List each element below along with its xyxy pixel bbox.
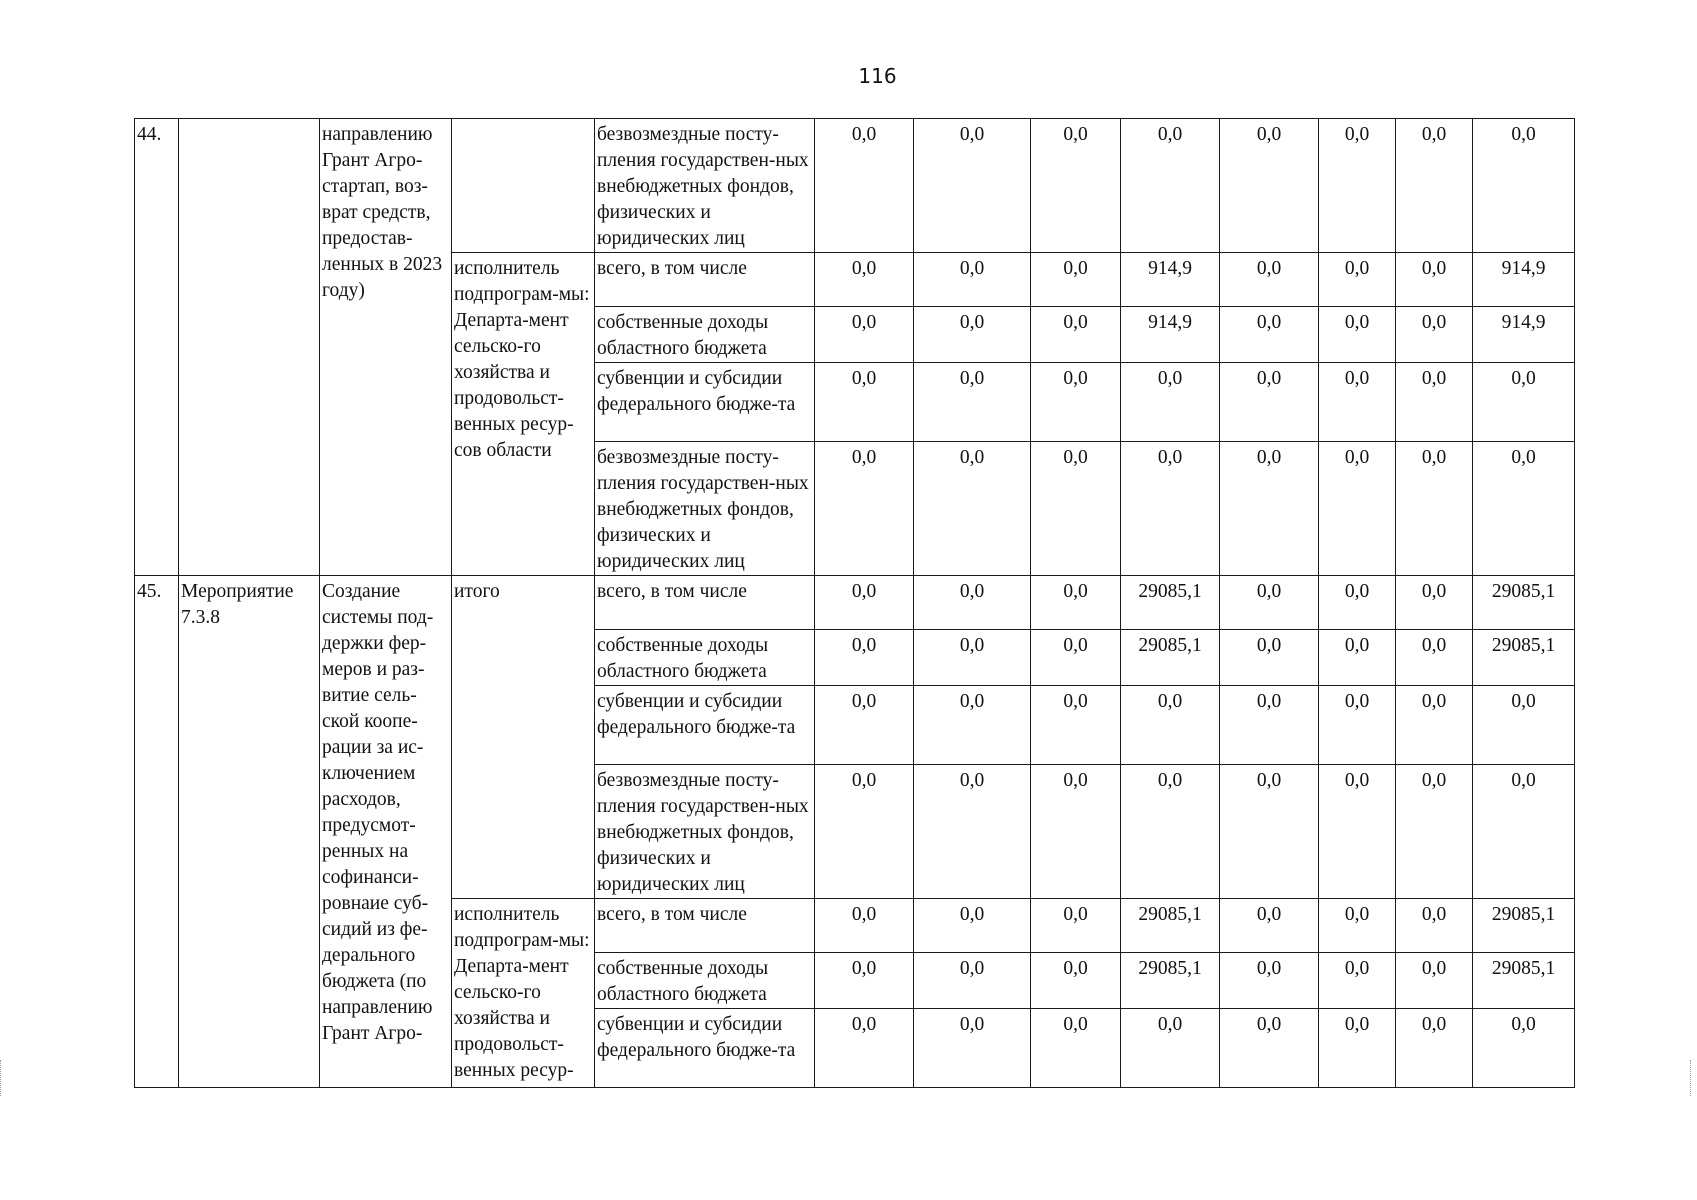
value-cell: 0,0 — [1396, 953, 1473, 1009]
value-cell: 0,0 — [815, 307, 914, 363]
value-cell: 29085,1 — [1473, 576, 1575, 630]
value-cell: 0,0 — [1220, 953, 1319, 1009]
value-cell: 0,0 — [1031, 899, 1121, 953]
value-cell: 0,0 — [1220, 686, 1319, 765]
value-cell: 0,0 — [1319, 363, 1396, 442]
funding-source-cell: субвенции и субсидии федерального бюдже-та — [595, 686, 815, 765]
row-number-cell: 44. — [135, 119, 179, 576]
value-cell: 0,0 — [1031, 765, 1121, 899]
table-row — [135, 119, 1575, 253]
value-cell: 0,0 — [1319, 765, 1396, 899]
value-cell: 29085,1 — [1473, 953, 1575, 1009]
value-cell: 0,0 — [914, 253, 1031, 307]
value-cell: 0,0 — [1031, 953, 1121, 1009]
value-cell: 0,0 — [1220, 119, 1319, 253]
value-cell: 914,9 — [1473, 253, 1575, 307]
value-cell: 0,0 — [1396, 630, 1473, 686]
value-cell: 0,0 — [1031, 442, 1121, 576]
value-cell: 29085,1 — [1121, 899, 1220, 953]
value-cell: 0,0 — [815, 253, 914, 307]
value-cell: 0,0 — [1319, 953, 1396, 1009]
value-cell: 0,0 — [914, 1009, 1031, 1088]
value-cell: 0,0 — [1031, 630, 1121, 686]
funding-source-cell: безвозмездные посту-пления государствен-ных внебюджетных фондов, физических и юридических лиц — [595, 119, 815, 253]
value-cell: 0,0 — [914, 630, 1031, 686]
value-cell: 0,0 — [815, 765, 914, 899]
value-cell: 0,0 — [1220, 576, 1319, 630]
executor-cell: итого — [452, 576, 595, 899]
value-cell: 0,0 — [1396, 686, 1473, 765]
value-cell: 0,0 — [1473, 765, 1575, 899]
value-cell: 0,0 — [1396, 765, 1473, 899]
value-cell: 0,0 — [815, 899, 914, 953]
event-name-cell: направлению Грант Агро-стартап, воз-врат средств, предостав-ленных в 2023 году) — [320, 119, 452, 576]
value-cell: 0,0 — [1473, 1009, 1575, 1088]
funding-source-cell: собственные доходы областного бюджета — [595, 953, 815, 1009]
value-cell: 0,0 — [1319, 253, 1396, 307]
value-cell: 0,0 — [1319, 307, 1396, 363]
value-cell: 0,0 — [914, 119, 1031, 253]
value-cell: 0,0 — [1031, 307, 1121, 363]
value-cell: 0,0 — [1319, 1009, 1396, 1088]
value-cell: 29085,1 — [1473, 899, 1575, 953]
value-cell: 0,0 — [1319, 119, 1396, 253]
value-cell: 0,0 — [815, 953, 914, 1009]
value-cell: 0,0 — [1396, 1009, 1473, 1088]
funding-source-cell: собственные доходы областного бюджета — [595, 307, 815, 363]
value-cell: 0,0 — [1396, 363, 1473, 442]
value-cell: 0,0 — [1220, 630, 1319, 686]
executor-cell: исполнитель подпрограм-мы: Департа-мент сельско-го хозяйства и продовольст-венных ресур- — [452, 899, 595, 1088]
value-cell: 0,0 — [1396, 576, 1473, 630]
value-cell: 0,0 — [1031, 363, 1121, 442]
value-cell: 0,0 — [1220, 253, 1319, 307]
value-cell: 0,0 — [1220, 765, 1319, 899]
value-cell: 0,0 — [1319, 576, 1396, 630]
value-cell: 0,0 — [815, 576, 914, 630]
value-cell: 0,0 — [914, 953, 1031, 1009]
table-row — [135, 576, 1575, 630]
value-cell: 0,0 — [1220, 899, 1319, 953]
value-cell: 914,9 — [1473, 307, 1575, 363]
value-cell: 0,0 — [1473, 442, 1575, 576]
value-cell: 0,0 — [1121, 442, 1220, 576]
value-cell: 0,0 — [1473, 119, 1575, 253]
value-cell: 0,0 — [1319, 899, 1396, 953]
value-cell: 0,0 — [1396, 307, 1473, 363]
value-cell: 0,0 — [1319, 686, 1396, 765]
budget-table — [134, 118, 1575, 1088]
value-cell: 0,0 — [914, 765, 1031, 899]
value-cell: 0,0 — [815, 1009, 914, 1088]
value-cell: 0,0 — [1220, 1009, 1319, 1088]
value-cell: 0,0 — [1396, 119, 1473, 253]
value-cell: 0,0 — [815, 363, 914, 442]
value-cell: 29085,1 — [1121, 953, 1220, 1009]
value-cell: 0,0 — [815, 630, 914, 686]
value-cell: 29085,1 — [1121, 576, 1220, 630]
value-cell: 0,0 — [1319, 442, 1396, 576]
funding-source-cell: безвозмездные посту-пления государствен-ных внебюджетных фондов, физических и юридических лиц — [595, 442, 815, 576]
value-cell: 0,0 — [815, 119, 914, 253]
funding-source-cell: всего, в том числе — [595, 253, 815, 307]
scan-edge-mark-right — [1690, 1060, 1697, 1096]
funding-source-cell: собственные доходы областного бюджета — [595, 630, 815, 686]
value-cell: 0,0 — [815, 442, 914, 576]
funding-source-cell: безвозмездные посту-пления государствен-ных внебюджетных фондов, физических и юридических лиц — [595, 765, 815, 899]
event-cell — [179, 119, 320, 576]
value-cell: 0,0 — [1031, 1009, 1121, 1088]
value-cell: 0,0 — [1396, 899, 1473, 953]
value-cell: 0,0 — [815, 686, 914, 765]
value-cell: 0,0 — [1220, 363, 1319, 442]
executor-cell: исполнитель подпрограм-мы: Департа-мент сельско-го хозяйства и продовольст-венных ресур-сов области — [452, 253, 595, 576]
value-cell: 0,0 — [1031, 253, 1121, 307]
event-cell: Мероприятие 7.3.8 — [179, 576, 320, 1088]
row-number-cell: 45. — [135, 576, 179, 1088]
value-cell: 0,0 — [1121, 686, 1220, 765]
funding-source-cell: всего, в том числе — [595, 899, 815, 953]
value-cell: 0,0 — [1031, 576, 1121, 630]
value-cell: 914,9 — [1121, 253, 1220, 307]
scan-edge-mark-left — [0, 1060, 11, 1096]
executor-cell — [452, 119, 595, 253]
value-cell: 0,0 — [1220, 442, 1319, 576]
value-cell: 29085,1 — [1473, 630, 1575, 686]
value-cell: 0,0 — [1121, 765, 1220, 899]
value-cell: 0,0 — [914, 363, 1031, 442]
value-cell: 0,0 — [1031, 119, 1121, 253]
value-cell: 29085,1 — [1121, 630, 1220, 686]
value-cell: 0,0 — [914, 576, 1031, 630]
value-cell: 0,0 — [1396, 253, 1473, 307]
funding-source-cell: субвенции и субсидии федерального бюдже-та — [595, 1009, 815, 1088]
event-name-cell: Создание системы под-держки фер-меров и раз-витие сель-ской коопе-рации за ис-ключением расходов, предусмот-ренных на софинанси-ровнаие суб-сидий из фе-дерального бюджета (по направлению Грант Агро- — [320, 576, 452, 1088]
value-cell: 0,0 — [914, 442, 1031, 576]
value-cell: 0,0 — [1220, 307, 1319, 363]
value-cell: 0,0 — [1121, 1009, 1220, 1088]
value-cell: 0,0 — [914, 899, 1031, 953]
value-cell: 0,0 — [914, 307, 1031, 363]
funding-source-cell: субвенции и субсидии федерального бюдже-та — [595, 363, 815, 442]
value-cell: 0,0 — [1473, 363, 1575, 442]
value-cell: 0,0 — [1121, 119, 1220, 253]
value-cell: 914,9 — [1121, 307, 1220, 363]
value-cell: 0,0 — [1121, 363, 1220, 442]
value-cell: 0,0 — [914, 686, 1031, 765]
value-cell: 0,0 — [1319, 630, 1396, 686]
value-cell: 0,0 — [1473, 686, 1575, 765]
value-cell: 0,0 — [1031, 686, 1121, 765]
value-cell: 0,0 — [1396, 442, 1473, 576]
page-number: 116 — [858, 64, 897, 88]
funding-source-cell: всего, в том числе — [595, 576, 815, 630]
